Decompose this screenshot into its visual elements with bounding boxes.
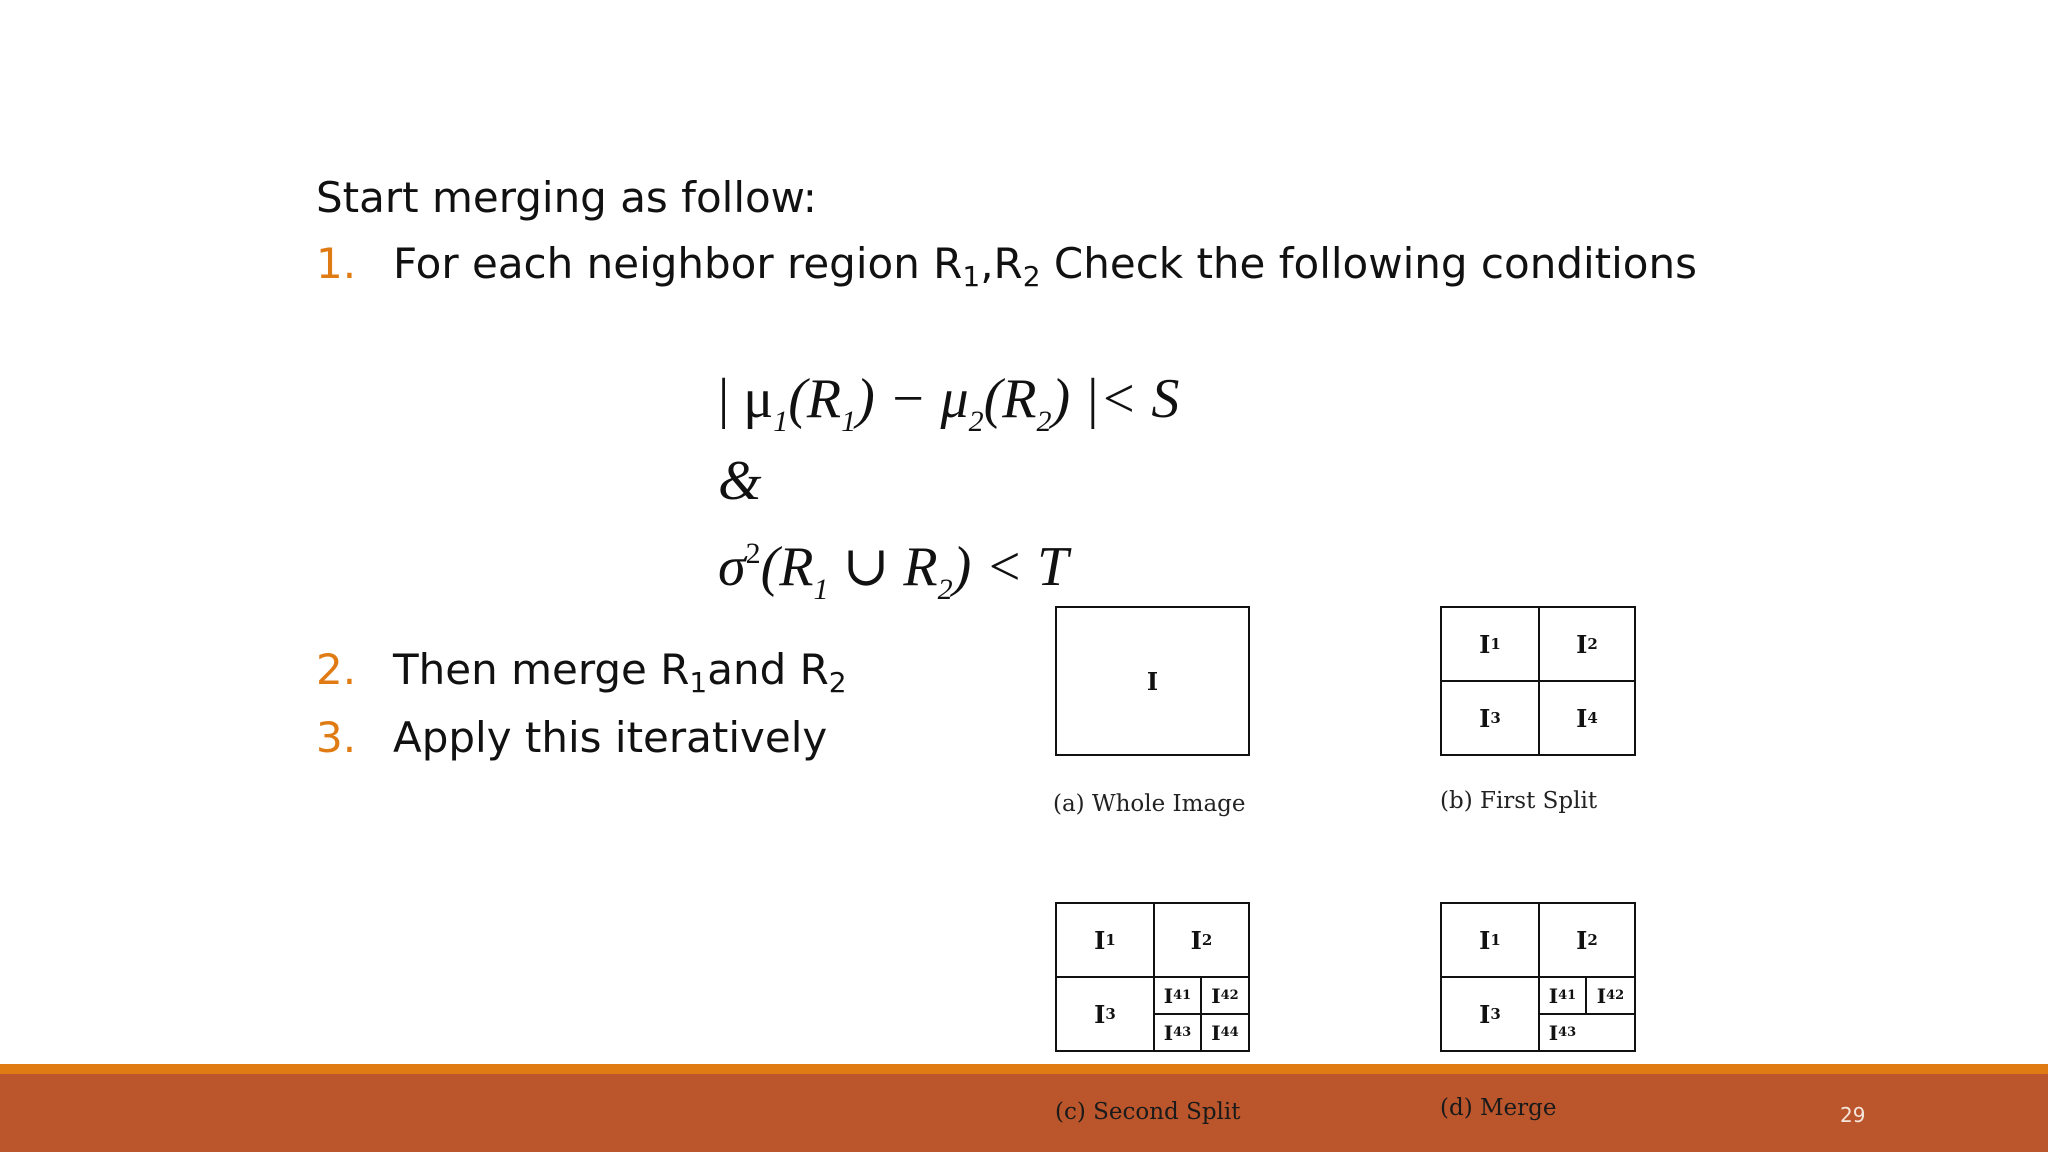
region-i2: I 2 — [1576, 925, 1598, 955]
step-2 — [316, 642, 847, 698]
formula-part: (R — [788, 368, 842, 430]
formula-part: (R — [760, 536, 814, 598]
formula-part: σ — [718, 536, 746, 598]
step-1-text-b: ,R — [980, 239, 1023, 288]
region-letter: I — [1094, 999, 1106, 1029]
step-1-number: 1. — [316, 239, 357, 288]
figure-a-whole-image — [1055, 606, 1250, 756]
intro-text: Start merging as follow: — [316, 173, 817, 222]
region-i3: I 3 — [1479, 999, 1501, 1029]
figure-a-caption: (a) Whole Image — [1053, 791, 1246, 817]
step-1 — [316, 236, 1697, 292]
step-1-sub-b: 2 — [1022, 260, 1041, 293]
region-letter: I — [1596, 983, 1607, 1008]
formula-mean-condition — [718, 366, 1180, 438]
region-letter: I — [1163, 983, 1174, 1008]
formula-sub: 1 — [813, 573, 829, 606]
step-2-sub-a: 1 — [689, 666, 708, 699]
figure-d-caption: (d) Merge — [1440, 1095, 1557, 1121]
formula-sub: 2 — [1036, 405, 1052, 438]
formula-part: ) |< S — [1051, 368, 1180, 430]
region-i2: I 2 — [1190, 925, 1213, 955]
region-i42: I 42 — [1596, 983, 1625, 1008]
step-3 — [316, 710, 827, 766]
formula-part: ∪ R — [828, 536, 938, 598]
region-letter: I — [1211, 983, 1221, 1008]
formula-part: | μ — [718, 368, 774, 430]
region-letter: I — [1163, 1020, 1174, 1045]
formula-part: (R — [983, 368, 1037, 430]
region-i41: I 41 — [1163, 983, 1192, 1008]
region-letter: I — [1548, 1020, 1559, 1045]
formula-part: ) − μ — [856, 368, 969, 430]
footer-accent-line — [0, 1064, 2048, 1074]
region-letter: I — [1548, 983, 1559, 1008]
step-2-text: Then merge R — [393, 645, 690, 694]
page-number: 29 — [1840, 1103, 1866, 1127]
region-i43: I 43 — [1163, 1020, 1192, 1045]
step-1-sub-a: 1 — [962, 260, 981, 293]
region-i42: I 42 — [1211, 983, 1239, 1008]
figure-c-caption: (c) Second Split — [1055, 1099, 1241, 1125]
figure-c-second-split — [1055, 902, 1250, 1052]
region-i4: I 4 — [1576, 703, 1598, 733]
region-letter: I — [1576, 703, 1588, 733]
step-3-number: 3. — [316, 713, 357, 762]
step-1-text: For each neighbor region R — [393, 239, 963, 288]
region-letter: I — [1190, 925, 1202, 955]
region-i1: I 1 — [1094, 925, 1116, 955]
region-i44: I 44 — [1211, 1020, 1239, 1045]
formula-part: ) < T — [952, 536, 1069, 598]
formula-variance-condition — [718, 534, 1069, 606]
region-letter: I — [1576, 925, 1588, 955]
region-letter: I — [1211, 1020, 1221, 1045]
region-i1: I 1 — [1479, 925, 1501, 955]
region-letter: I — [1479, 925, 1491, 955]
region-letter: I — [1479, 629, 1491, 659]
region-letter: I — [1479, 703, 1491, 733]
region-letter: I — [1479, 999, 1491, 1029]
figure-b-first-split — [1440, 606, 1636, 756]
figure-d-merge — [1440, 902, 1636, 1052]
region-i3: I 3 — [1479, 703, 1501, 733]
region-i43: I 43 — [1548, 1020, 1577, 1045]
formula-sub: 1 — [773, 405, 789, 438]
formula-sub: 1 — [841, 405, 857, 438]
region-letter: I — [1094, 925, 1106, 955]
formula-sub: 2 — [937, 573, 953, 606]
footer-bar — [0, 1064, 2048, 1152]
formula-sub: 2 — [968, 405, 984, 438]
figure-b-caption: (b) First Split — [1440, 788, 1598, 814]
step-2-text-b: and R — [707, 645, 829, 694]
formula-and: & — [718, 450, 762, 512]
step-2-sub-b: 2 — [828, 666, 847, 699]
figure-a-label: I — [1146, 666, 1159, 696]
region-i3: I 3 — [1094, 999, 1116, 1029]
formula-sup: 2 — [745, 537, 761, 570]
region-i1: I 1 — [1479, 629, 1501, 659]
region-i41: I 41 — [1548, 983, 1577, 1008]
step-3-text: Apply this iteratively — [393, 713, 828, 762]
step-1-text-c: Check the following conditions — [1040, 239, 1697, 288]
region-i2: I 2 — [1576, 629, 1598, 659]
region-letter: I — [1576, 629, 1588, 659]
step-2-number: 2. — [316, 645, 357, 694]
